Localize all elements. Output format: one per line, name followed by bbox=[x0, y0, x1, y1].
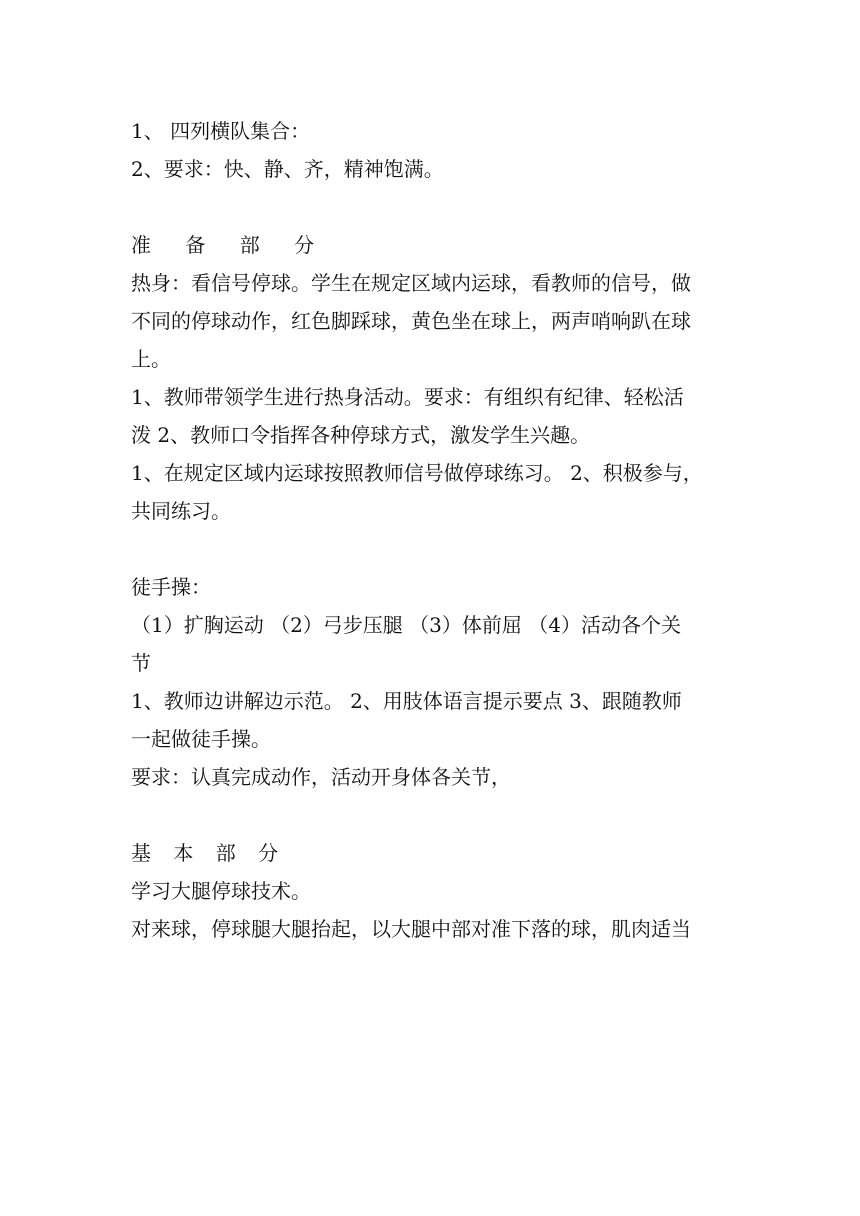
freehand-title: 徒手操： bbox=[131, 575, 211, 599]
warmup-line-3: 上。 bbox=[131, 347, 171, 371]
freehand-method-line-2: 一起做徒手操。 bbox=[131, 727, 271, 751]
assembly-line-1: 1、 四列横队集合： bbox=[131, 119, 311, 143]
blank-line bbox=[131, 796, 731, 834]
teacher-line-1: 1、教师带领学生进行热身活动。要求：有组织有纪律、轻松活 bbox=[131, 385, 684, 409]
warmup-line-1: 热身：看信号停球。学生在规定区域内运球，看教师的信号，做 bbox=[131, 271, 691, 295]
basic-description: 对来球，停球腿大腿抬起，以大腿中部对准下落的球，肌肉适当 bbox=[131, 917, 691, 941]
student-line-1: 1、在规定区域内运球按照教师信号做停球练习。 2、积极参与， bbox=[131, 461, 703, 485]
document-page bbox=[131, 112, 731, 948]
basic-topic: 学习大腿停球技术。 bbox=[131, 879, 311, 903]
teacher-line-2: 泼 2、教师口令指挥各种停球方式，激发学生兴趣。 bbox=[131, 423, 591, 447]
freehand-items-line-2: 节 bbox=[131, 651, 151, 675]
freehand-method-line-1: 1、教师边讲解边示范。 2、用肢体语言提示要点 3、跟随教师 bbox=[131, 689, 682, 713]
preparation-heading: 准 备 部 分 bbox=[131, 233, 329, 257]
basic-heading: 基 本 部 分 bbox=[131, 841, 287, 865]
student-line-2: 共同练习。 bbox=[131, 499, 231, 523]
blank-line bbox=[131, 188, 731, 226]
warmup-line-2: 不同的停球动作，红色脚踩球，黄色坐在球上，两声哨响趴在球 bbox=[131, 309, 691, 333]
freehand-items-line-1: （1）扩胸运动 （2）弓步压腿 （3）体前屈 （4）活动各个关 bbox=[131, 613, 681, 637]
assembly-line-2: 2、要求：快、静、齐，精神饱满。 bbox=[131, 157, 444, 181]
freehand-requirement: 要求：认真完成动作，活动开身体各关节， bbox=[131, 765, 511, 789]
blank-line bbox=[131, 530, 731, 568]
